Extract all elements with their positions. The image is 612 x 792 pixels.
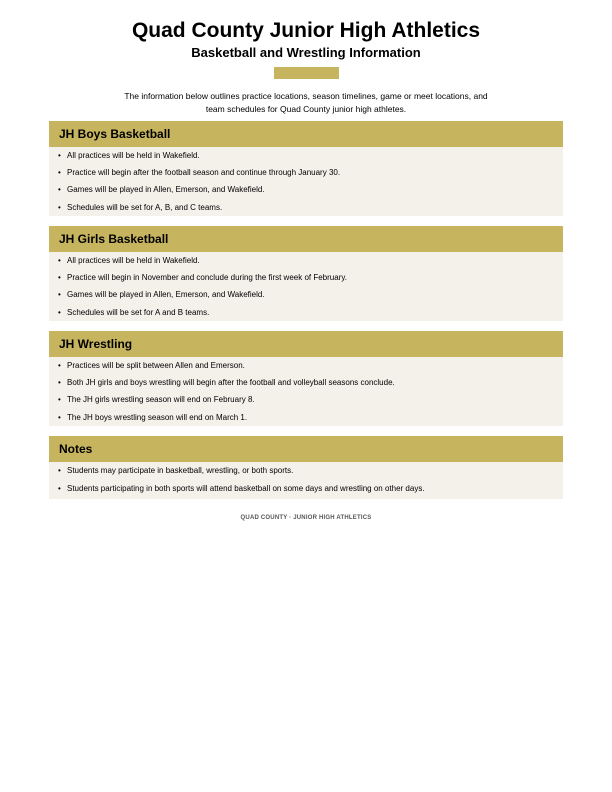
list-item: • Games will be played in Allen, Emerson, and Wakefield. [58,290,265,299]
list-item: • Practice will begin in November and conclude during the first week of February. [58,273,347,282]
bullet-icon: • [58,185,61,194]
accent-bar [274,67,339,79]
list-item: • Students participating in both sports will attend basketball on some days and wrestling on other days. [58,484,425,493]
section-notes [49,436,563,499]
list-item: • Practices will be split between Allen and Emerson. [58,361,245,370]
section-body [49,357,563,426]
section-body [49,252,563,321]
section-wrestling [49,331,563,426]
bullet-icon: • [58,308,61,317]
section-header [49,121,563,147]
bullet-icon: • [58,484,61,493]
page-title: Quad County Junior High Athletics [131,19,481,42]
bullet-icon: • [58,290,61,299]
page-footer: QUAD COUNTY · JUNIOR HIGH ATHLETICS [240,515,372,521]
bullet-icon: • [58,256,61,265]
section-header [49,226,563,252]
list-item: • All practices will be held in Wakefield. [58,151,200,160]
bullet-icon: • [58,151,61,160]
intro-paragraph [110,90,502,115]
bullet-icon: • [58,203,61,212]
list-item: • The JH girls wrestling season will end on February 8. [58,395,255,404]
list-item: • Practice will begin after the football season and continue through January 30. [58,168,341,177]
list-item: • Students may participate in basketball, wrestling, or both sports. [58,466,294,475]
section-heading: JH Wrestling [59,337,133,351]
section-heading: JH Boys Basketball [59,127,171,141]
list-item: • Schedules will be set for A, B, and C teams. [58,203,223,212]
list-item: • Games will be played in Allen, Emerson, and Wakefield. [58,185,265,194]
section-body [49,147,563,216]
bullet-icon: • [58,361,61,370]
section-girls-basketball [49,226,563,321]
section-header [49,331,563,357]
section-body [49,462,563,499]
list-item: • Both JH girls and boys wrestling will begin after the football and volleyball seasons conclude. [58,378,395,387]
list-item: • All practices will be held in Wakefield. [58,256,200,265]
bullet-icon: • [58,466,61,475]
intro-line-1: The information below outlines practice locations, season timelines, game or meet locations, and [124,91,488,101]
bullet-icon: • [58,413,61,422]
bullet-icon: • [58,273,61,282]
section-boys-basketball [49,121,563,216]
bullet-icon: • [58,395,61,404]
section-heading: JH Girls Basketball [59,232,169,246]
intro-line-2: team schedules for Quad County junior high athletes. [205,103,407,114]
page-subtitle: Basketball and Wrestling Information [191,45,421,60]
bullet-icon: • [58,378,61,387]
section-header [49,436,563,462]
list-item: • The JH boys wrestling season will end on March 1. [58,413,248,422]
bullet-icon: • [58,168,61,177]
section-heading: Notes [59,442,93,456]
list-item: • Schedules will be set for A and B teams. [58,308,210,317]
